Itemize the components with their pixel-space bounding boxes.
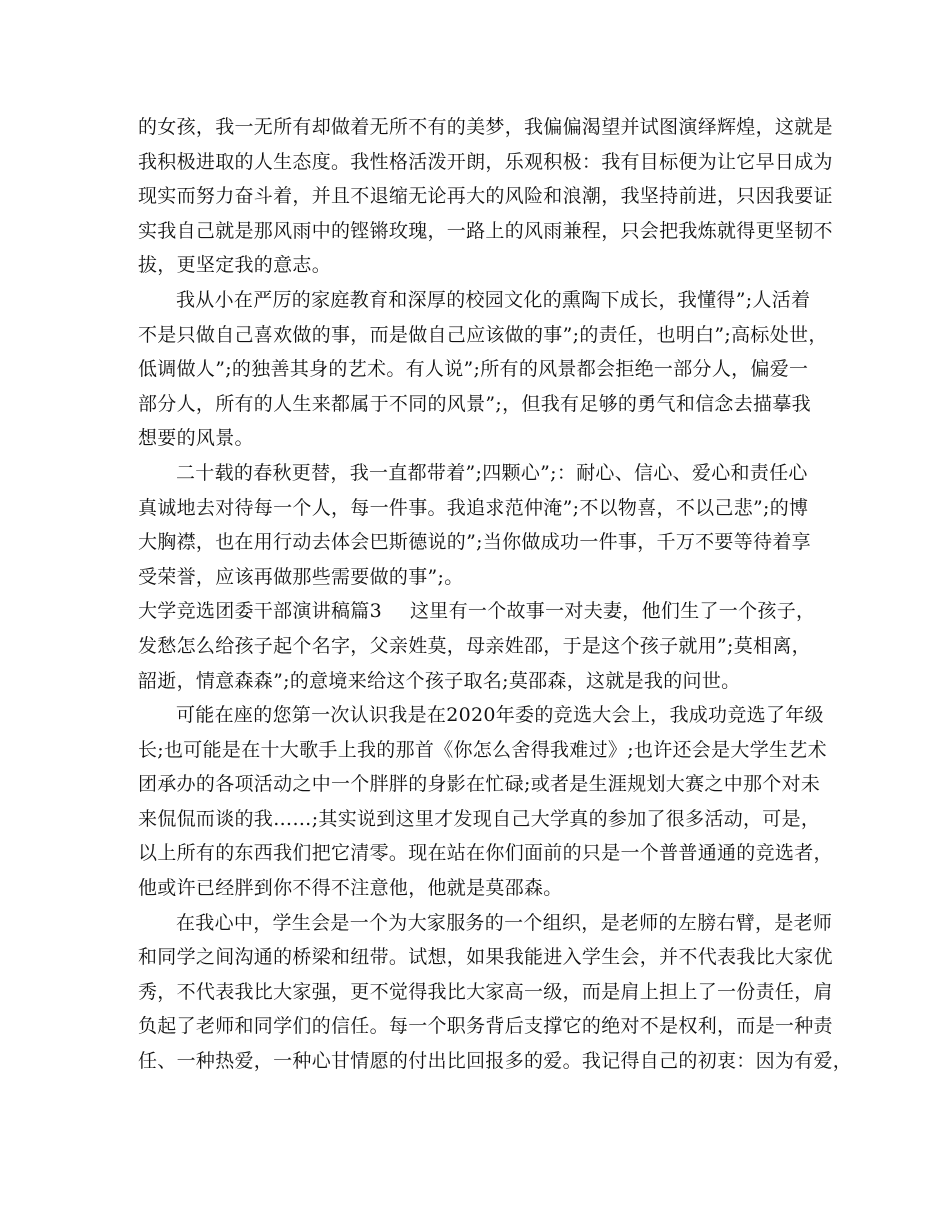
document-body [138,110,853,1079]
text-line: 任、一种热爱，一种心甘情愿的付出比回报多的爱。我记得自己的初衷：因为有爱， [138,1050,853,1073]
text-line: 的女孩，我一无所有却做着无所不有的美梦，我偏偏渴望并试图演绎辉煌，这就是 [138,116,833,138]
text-line: 这里有一个故事一对夫妻，他们生了一个孩子， [410,600,816,623]
text-line: 我积极进取的人生态度。我性格活泼开朗，乐观积极：我有目标便为让它早日成为 [138,150,833,173]
text-line: 韶逝，情意森森”;的意境来给这个孩子取名;莫邵森，这就是我的问世。 [138,669,741,692]
text-line: 真诚地去对待每一个人，每一件事。我追求范仲淹”;不以物喜，不以己悲”;的博 [138,496,809,519]
text-line: 不是只做自己喜欢做的事，而是做自己应该做的事”;的责任，也明白”;高标处世， [138,323,828,346]
text-line: 和同学之间沟通的桥梁和纽带。试想，如果我能进入学生会，并不代表我比大家优 [138,946,833,969]
text-line: 发愁怎么给孩子起个名字，父亲姓莫，母亲姓邵，于是这个孩子就用”;莫相离， [138,634,811,657]
text-line: 团承办的各项活动之中一个胖胖的身影在忙碌;或者是生涯规划大赛之中那个对未 [138,773,821,796]
text-line: 受荣誉，应该再做那些需要做的事”;。 [138,565,464,588]
text-line: 部分人，所有的人生来都属于不同的风景”;，但我有足够的勇气和信念去描摹我 [138,392,811,415]
text-line: 长;也可能是在十大歌手上我的那首《你怎么舍得我难过》;也许还会是大学生艺术 [138,738,827,761]
text-line: 现实而努力奋斗着，并且不退缩无论再大的风险和浪潮，我坚持前进，只因我要证 [138,185,833,208]
text-line: 可能在座的您第一次认识我是在2020年委的竞选大会上，我成功竞选了年级 [176,704,824,727]
text-line: 拔，更坚定我的意志。 [138,254,332,277]
text-line: 二十载的春秋更替，我一直都带着”;四颗心”;：耐心、信心、爱心和责任心 [176,461,808,484]
text-line: 他或许已经胖到你不得不注意他，他就是莫邵森。 [138,877,563,900]
text-line: 我从小在严厉的家庭教育和深厚的校园文化的熏陶下成长，我懂得”;人活着 [176,288,811,311]
text-line: 想要的风景。 [138,427,254,450]
text-line: 来侃侃而谈的我……;其实说到这里才发现自己大学真的参加了很多活动，可是， [138,807,821,830]
text-line: 大胸襟，也在用行动去体会巴斯德说的”;当你做成功一件事，千万不要等待着享 [138,531,811,554]
section-heading-line [138,594,828,629]
text-line: 以上所有的东西我们把它清零。现在站在你们面前的只是一个普普通通的竞选者， [138,842,833,865]
text-line: 实我自己就是那风雨中的铿锵玫瑰，一路上的风雨兼程，只会把我炼就得更坚韧不 [138,219,833,242]
text-line: 在我心中，学生会是一个为大家服务的一个组织，是老师的左膀右臂，是老师 [176,911,833,934]
text-line: 秀，不代表我比大家强，更不觉得我比大家高一级，而是肩上担上了一份责任，肩 [138,980,833,1003]
text-line: 负起了老师和同学们的信任。每一个职务背后支撑它的绝对不是权利，而是一种责 [138,1015,833,1038]
section-heading: 大学竞选团委干部演讲稿篇3 [138,600,382,623]
text-line: 低调做人”;的独善其身的艺术。有人说”;所有的风景都会拒绝一部分人，偏爱一 [138,358,809,381]
